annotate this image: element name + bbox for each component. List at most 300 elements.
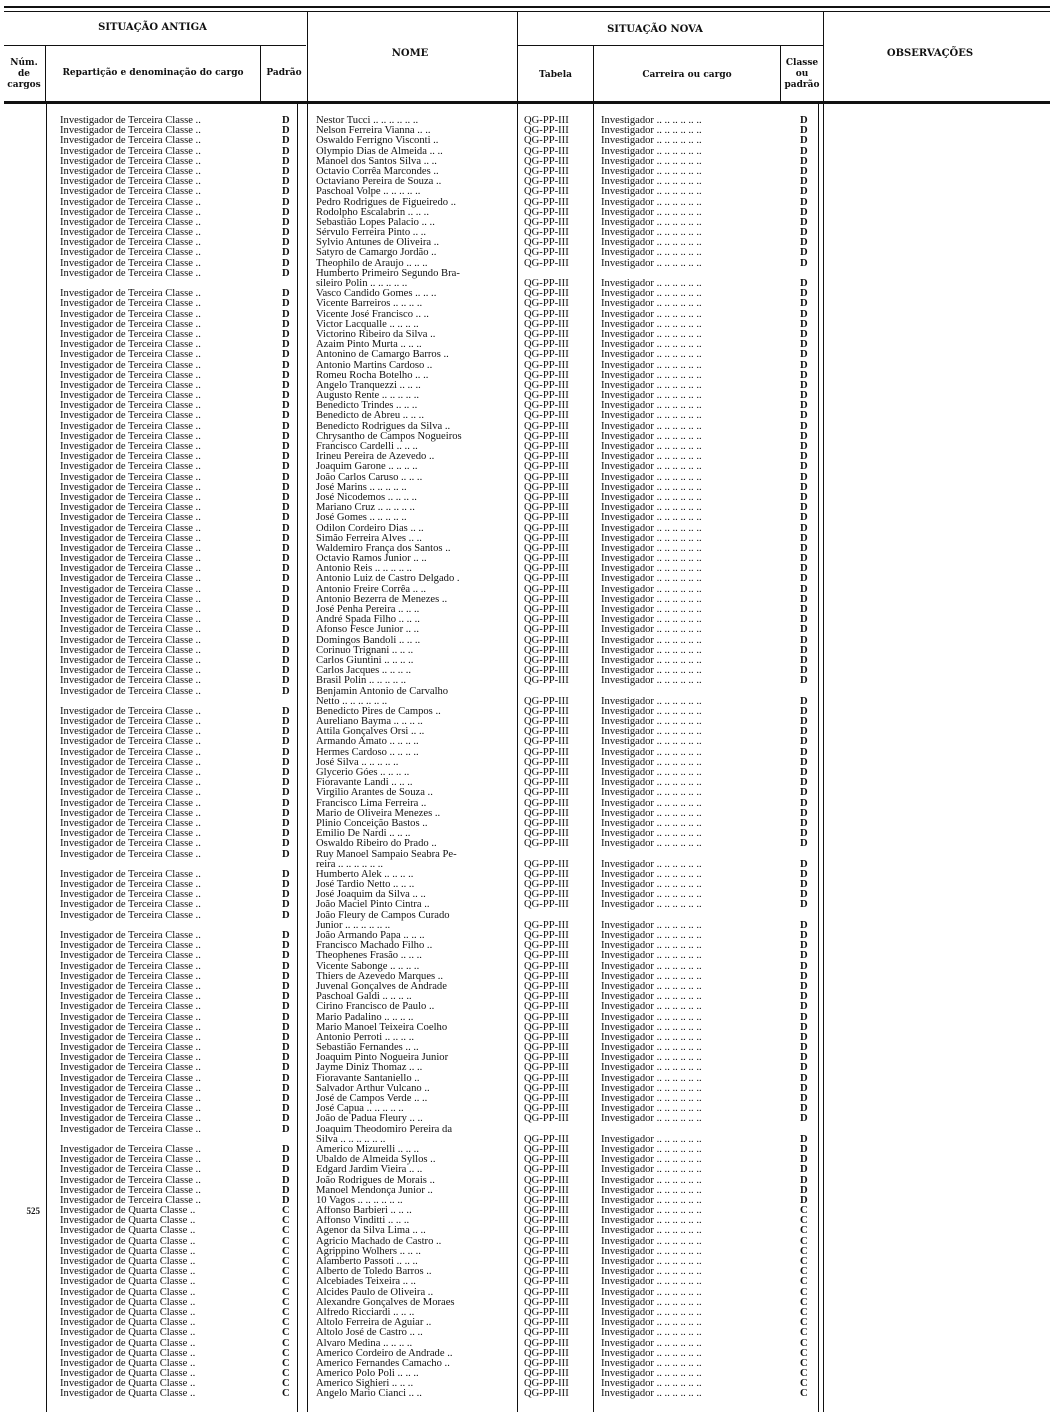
table-row [0,615,830,625]
cargo-cell: Investigador de Quarta Classe .. [60,1216,196,1227]
tabela-cell: QG-PP-III [524,350,569,361]
carreira-cell: Investigador .. .. .. .. .. .. [601,1226,702,1237]
carreira-cell: Investigador .. .. .. .. .. .. [601,554,702,565]
cargo-cell: Investigador de Terceira Classe .. [60,1012,201,1023]
table-row [0,921,830,931]
tabela-cell: QG-PP-III [524,890,569,901]
padrao-cell: D [282,533,290,544]
cargo-cell: Investigador de Terceira Classe .. [60,1022,201,1033]
classe-cell: D [800,900,808,911]
tabela-cell: QG-PP-III [524,747,569,758]
table-row [0,870,830,880]
table-row [0,900,830,910]
nome-cell: Angelo Tranquezzi .. .. .. [316,380,421,391]
cargo-cell: Investigador de Terceira Classe .. [60,116,201,126]
cargo-cell: Investigador de Terceira Classe .. [60,574,201,585]
tabela-cell: QG-PP-III [524,818,569,829]
table-row [0,1267,830,1277]
padrao-cell: C [282,1328,290,1339]
cargo-cell: Investigador de Terceira Classe .. [60,1063,201,1074]
tabela-cell: QG-PP-III [524,900,569,911]
cargo-cell: Investigador de Terceira Classe .. [60,981,201,992]
classe-cell: D [800,768,808,778]
nome-cell: Simão Ferreira Alves .. .. [316,533,422,544]
classe-cell: C [800,1277,808,1288]
cargo-cell: Investigador de Terceira Classe .. [60,931,201,941]
table-row [0,381,830,391]
carreira-cell: Investigador .. .. .. .. .. .. [601,1338,702,1349]
classe-cell: D [800,279,808,289]
table-row [0,442,830,452]
carreira-cell: Investigador .. .. .. .. .. .. [601,533,702,544]
carreira-cell: Investigador .. .. .. .. .. .. [601,1083,702,1094]
table-row [0,524,830,534]
table-row [0,564,830,574]
carreira-cell: Investigador .. .. .. .. .. .. [601,717,702,728]
nome-cell: Netto .. .. .. .. .. .. [316,696,388,707]
carreira-cell: Investigador .. .. .. .. .. .. [601,696,702,707]
carreira-cell: Investigador .. .. .. .. .. .. [601,564,702,575]
table-row [0,116,830,126]
cargo-cell: Investigador de Terceira Classe .. [60,717,201,728]
carreira-cell: Investigador .. .. .. .. .. .. [601,706,702,717]
nome-cell: Manoel dos Santos Silva .. .. [316,156,437,167]
classe-cell: D [800,1175,808,1186]
padrao-cell: C [282,1338,290,1349]
classe-cell: D [800,1165,808,1176]
cargo-cell: Investigador de Terceira Classe .. [60,401,201,412]
padrao-cell: D [282,615,290,626]
padrao-cell: D [282,1022,290,1033]
carreira-cell: Investigador .. .. .. .. .. .. [601,594,702,605]
table-row [0,982,830,992]
cargo-cell: Investigador de Terceira Classe .. [60,1185,201,1196]
tabela-cell: QG-PP-III [524,1114,569,1125]
nome-cell: Chrysantho de Campos Nogueiros [316,431,462,442]
tabela-cell: QG-PP-III [524,1287,569,1298]
carreira-cell: Investigador .. .. .. .. .. .. [601,350,702,361]
table-row [0,136,830,146]
cargo-cell: Investigador de Terceira Classe .. [60,421,201,432]
table-row [0,269,830,279]
nome-cell: Antonio Reis .. .. .. .. .. [316,564,412,575]
tabela-cell: QG-PP-III [524,778,569,789]
tabela-cell: QG-PP-III [524,1206,569,1217]
tabela-cell: QG-PP-III [524,1053,569,1064]
table-row [0,1104,830,1114]
table-row [0,1063,830,1073]
classe-cell: C [800,1338,808,1349]
padrao-cell: D [282,492,290,503]
table-row [0,310,830,320]
table-row [0,187,830,197]
carreira-cell: Investigador .. .. .. .. .. .. [601,462,702,473]
nome-cell: Corinuo Trignani .. .. .. [316,645,414,656]
cargo-cell: Investigador de Terceira Classe .. [60,1053,201,1064]
nome-cell: Joaquim Garone .. .. .. .. [316,462,418,473]
carreira-cell: Investigador .. .. .. .. .. .. [601,859,702,870]
carreira-cell: Investigador .. .. .. .. .. .. [601,1022,702,1033]
carreira-cell: Investigador .. .. .. .. .. .. [601,778,702,789]
cargo-cell: Investigador de Terceira Classe .. [60,523,201,534]
carreira-cell: Investigador .. .. .. .. .. .. [601,788,702,799]
tabela-cell: QG-PP-III [524,1297,569,1308]
classe-cell: D [800,329,808,340]
classe-cell: D [800,1185,808,1196]
table-row [0,941,830,951]
padrao-cell: D [282,768,290,778]
tabela-cell: QG-PP-III [524,533,569,544]
cargo-cell: Investigador de Terceira Classe .. [60,910,201,921]
cargo-cell: Investigador de Terceira Classe .. [60,319,201,330]
tabela-cell: QG-PP-III [524,655,569,666]
padrao-cell: D [282,329,290,340]
carreira-cell: Investigador .. .. .. .. .. .. [601,818,702,829]
tabela-cell: QG-PP-III [524,941,569,952]
padrao-cell: D [282,360,290,371]
carreira-cell: Investigador .. .. .. .. .. .. [601,971,702,982]
table-row [0,320,830,330]
nome-cell: Agricio Machado de Castro .. [316,1236,442,1247]
nome-cell: Romeu Rocha Botelho .. .. [316,370,429,381]
padrao-cell: D [282,1144,290,1155]
padrao-cell: D [282,737,290,748]
padrao-cell: D [282,747,290,758]
tabela-cell: QG-PP-III [524,1307,569,1318]
padrao-cell: D [282,503,290,514]
padrao-cell: D [282,727,290,738]
classe-cell: D [800,635,808,646]
classe-cell: D [800,513,808,524]
carreira-cell: Investigador .. .. .. .. .. .. [601,839,702,850]
cargo-cell: Investigador de Terceira Classe .. [60,564,201,575]
table-row [0,1318,830,1328]
table-row [0,585,830,595]
cargo-cell: Investigador de Terceira Classe .. [60,788,201,799]
table-row [0,228,830,238]
padrao-cell: D [282,1104,290,1115]
padrao-cell: D [282,584,290,595]
cargo-cell: Investigador de Quarta Classe .. [60,1307,196,1318]
tabela-cell: QG-PP-III [524,1175,569,1186]
nome-cell: Sebastião Fernandes .. .. [316,1043,419,1054]
padrao-cell: D [282,951,290,962]
classe-cell: D [800,462,808,473]
carreira-cell: Investigador .. .. .. .. .. .. [601,808,702,819]
tabela-cell: QG-PP-III [524,584,569,595]
cargo-cell: Investigador de Terceira Classe .. [60,156,201,167]
cargo-cell: Investigador de Terceira Classe .. [60,768,201,778]
carreira-cell: Investigador .. .. .. .. .. .. [601,798,702,809]
cargo-cell: Investigador de Quarta Classe .. [60,1246,196,1257]
nome-cell: Paschoal Volpe .. .. .. .. .. [316,187,421,198]
nome-cell: Azaim Pinto Murta .. .. .. [316,340,422,351]
carreira-cell: Investigador .. .. .. .. .. .. [601,1369,702,1380]
tabela-cell: QG-PP-III [524,492,569,503]
tabela-cell: QG-PP-III [524,187,569,198]
nome-cell: Sylvio Antunes de Oliveira .. [316,238,439,249]
table-row [0,1165,830,1175]
carreira-cell: Investigador .. .. .. .. .. .. [601,442,702,452]
classe-cell: D [800,941,808,952]
tabela-cell: QG-PP-III [524,1083,569,1094]
classe-cell: D [800,727,808,738]
carreira-cell: Investigador .. .. .. .. .. .. [601,391,702,402]
classe-cell: D [800,1002,808,1013]
tabela-cell: QG-PP-III [524,869,569,880]
table-row [0,1196,830,1206]
table-row [0,1389,830,1399]
table-row [0,238,830,248]
cargo-cell: Investigador de Terceira Classe .. [60,380,201,391]
table-row [0,218,830,228]
padrao-cell: D [282,1175,290,1186]
carreira-cell: Investigador .. .. .. .. .. .. [601,228,702,239]
nome-cell: sileiro Polin .. .. .. .. .. [316,279,408,289]
carreira-cell: Investigador .. .. .. .. .. .. [601,941,702,952]
carreira-cell: Investigador .. .. .. .. .. .. [601,238,702,249]
nome-cell: João Maciel Pinto Cintra .. [316,900,430,911]
tabela-cell: QG-PP-III [524,1246,569,1257]
top-rule-thin [4,11,1050,12]
carreira-cell: Investigador .. .. .. .. .. .. [601,1236,702,1247]
carreira-cell: Investigador .. .. .. .. .. .. [601,900,702,911]
nome-cell: Sérvulo Ferreira Pinto .. .. [316,228,427,239]
classe-cell: D [800,808,808,819]
tabela-cell: QG-PP-III [524,217,569,228]
tabela-cell: QG-PP-III [524,594,569,605]
carreira-cell: Investigador .. .. .. .. .. .. [601,1216,702,1227]
cargo-cell: Investigador de Terceira Classe .. [60,900,201,911]
nome-cell: Jayme Diniz Thomaz .. .. [316,1063,423,1074]
classe-cell: D [800,472,808,483]
nome-cell: Thiers de Azevedo Marques .. [316,971,444,982]
carreira-cell: Investigador .. .. .. .. .. .. [601,523,702,534]
tabela-cell: QG-PP-III [524,615,569,626]
carreira-cell: Investigador .. .. .. .. .. .. [601,768,702,778]
table-row [0,911,830,921]
table-row [0,1369,830,1379]
nome-cell: Alamberto Passoti .. .. .. [316,1257,418,1267]
classe-cell: D [800,1022,808,1033]
classe-cell: D [800,992,808,1003]
padrao-cell: D [282,442,290,452]
classe-cell: D [800,1155,808,1166]
cargo-cell: Investigador de Terceira Classe .. [60,258,201,269]
classe-cell: D [800,543,808,554]
padrao-cell: D [282,666,290,677]
carreira-cell: Investigador .. .. .. .. .. .. [601,309,702,320]
tabela-cell: QG-PP-III [524,676,569,687]
padrao-cell: C [282,1369,290,1380]
cargo-cell: Investigador de Terceira Classe .. [60,727,201,738]
table-row [0,126,830,136]
padrao-cell: D [282,166,290,177]
cargo-cell: Investigador de Terceira Classe .. [60,645,201,656]
padrao-cell: D [282,706,290,717]
classe-cell: D [800,890,808,901]
cargo-cell: Investigador de Terceira Classe .. [60,370,201,381]
nome-cell: Alvaro Medina .. .. .. .. [316,1338,413,1349]
carreira-cell: Investigador .. .. .. .. .. .. [601,411,702,422]
nome-cell: Salvador Arthur Vulcano .. [316,1083,430,1094]
padrao-cell: D [282,1002,290,1013]
padrao-cell: C [282,1287,290,1298]
padrao-cell: D [282,482,290,493]
tabela-cell: QG-PP-III [524,391,569,402]
classe-cell: D [800,971,808,982]
carreira-cell: Investigador .. .. .. .. .. .. [601,605,702,615]
cargo-cell: Investigador de Terceira Classe .. [60,228,201,239]
carreira-cell: Investigador .. .. .. .. .. .. [601,931,702,941]
padrao-cell: D [282,655,290,666]
tabela-cell: QG-PP-III [524,1348,569,1359]
nome-cell: Benedicto de Abreu .. .. .. [316,411,424,422]
classe-cell: C [800,1307,808,1318]
nome-cell: Juvenal Gonçalves de Andrade [316,981,447,992]
padrao-cell: D [282,798,290,809]
classe-cell: D [800,1144,808,1155]
classe-cell: D [800,401,808,412]
nome-cell: 10 Vagos .. .. .. .. .. .. [316,1195,403,1206]
cargo-cell: Investigador de Terceira Classe .. [60,798,201,809]
nome-cell: Joaquim Theodomiro Pereira da [316,1124,453,1135]
table-row [0,1023,830,1033]
carreira-cell: Investigador .. .. .. .. .. .. [601,655,702,666]
nome-cell: Francisco Cardelli .. .. .. [316,442,418,452]
header-classe-padrao: Classe ou padrão [784,58,820,90]
classe-cell: D [800,961,808,972]
padrao-cell: D [282,462,290,473]
table-row [0,1135,830,1145]
padrao-cell: D [282,686,290,697]
classe-cell: D [800,574,808,585]
classe-cell: C [800,1246,808,1257]
classe-cell: C [800,1328,808,1339]
cargo-cell: Investigador de Quarta Classe .. [60,1348,196,1359]
nome-cell: Theophenes Frasão .. .. .. [316,951,422,962]
padrao-cell: D [282,299,290,310]
tabela-cell: QG-PP-III [524,1338,569,1349]
table-row [0,1328,830,1338]
table-row [0,758,830,768]
cargo-cell: Investigador de Terceira Classe .. [60,747,201,758]
tabela-cell: QG-PP-III [524,727,569,738]
padrao-cell: C [282,1226,290,1237]
nome-cell: Attila Gonçalves Orsi .. .. [316,727,425,738]
tabela-cell: QG-PP-III [524,971,569,982]
carreira-cell: Investigador .. .. .. .. .. .. [601,869,702,880]
padrao-cell: D [282,931,290,941]
cargo-cell: Investigador de Terceira Classe .. [60,360,201,371]
padrao-cell: D [282,1053,290,1064]
nome-cell: Antonio Freire Corrêa .. .. [316,584,427,595]
carreira-cell: Investigador .. .. .. .. .. .. [601,635,702,646]
header-padrao: Padrão [266,68,302,78]
tabela-cell: QG-PP-III [524,258,569,269]
nome-cell: Armando Amato .. .. .. .. [316,737,419,748]
padrao-cell: D [282,778,290,789]
table-row [0,513,830,523]
table-row [0,1074,830,1084]
cargo-cell: Investigador de Terceira Classe .. [60,431,201,442]
nome-cell: Ubaldo de Almeida Syllos .. [316,1155,436,1166]
nome-cell: Fioravante Landi .. .. .. [316,778,413,789]
padrao-cell: D [282,564,290,575]
nome-cell: José Tardio Netto .. .. .. [316,880,415,891]
cargo-cell: Investigador de Quarta Classe .. [60,1206,196,1217]
classe-cell: D [800,248,808,259]
tabela-cell: QG-PP-III [524,706,569,717]
carreira-cell: Investigador .. .. .. .. .. .. [601,166,702,177]
carreira-cell: Investigador .. .. .. .. .. .. [601,197,702,208]
padrao-cell: D [282,248,290,259]
carreira-cell: Investigador .. .. .. .. .. .. [601,920,702,931]
cargo-cell: Investigador de Terceira Classe .. [60,961,201,972]
classe-cell: D [800,1134,808,1145]
tabela-cell: QG-PP-III [524,279,569,289]
carreira-cell: Investigador .. .. .. .. .. .. [601,1134,702,1145]
table-row [0,666,830,676]
carreira-cell: Investigador .. .. .. .. .. .. [601,1175,702,1186]
table-row [0,697,830,707]
carreira-cell: Investigador .. .. .. .. .. .. [601,880,702,891]
classe-cell: D [800,778,808,789]
classe-cell: D [800,951,808,962]
table-row [0,411,830,421]
cargo-cell: Investigador de Terceira Classe .. [60,941,201,952]
nome-cell: Alcebiades Teixeira .. .. [316,1277,416,1288]
cargo-cell: Investigador de Terceira Classe .. [60,737,201,748]
nome-cell: Humberto Alek .. .. .. .. [316,869,414,880]
table-row [0,717,830,727]
nome-cell: reira .. .. .. .. .. .. [316,859,384,870]
table-row [0,1206,830,1216]
classe-cell: D [800,187,808,198]
cargo-cell: Investigador de Terceira Classe .. [60,869,201,880]
padrao-cell: D [282,829,290,840]
carreira-cell: Investigador .. .. .. .. .. .. [601,299,702,310]
table-body [0,116,830,1400]
table-row [0,1379,830,1389]
padrao-cell: D [282,635,290,646]
table-row [0,972,830,982]
table-row [0,809,830,819]
padrao-cell: D [282,1124,290,1135]
cargo-cell: Investigador de Terceira Classe .. [60,1002,201,1013]
tabela-cell: QG-PP-III [524,523,569,534]
nome-cell: Silva .. .. .. .. .. .. [316,1134,386,1145]
classe-cell: C [800,1358,808,1369]
table-row [0,788,830,798]
tabela-cell: QG-PP-III [524,238,569,249]
nome-cell: Francisco Machado Filho .. [316,941,433,952]
classe-cell: D [800,350,808,361]
classe-cell: D [800,482,808,493]
nome-cell: Benedicto Trindes .. .. .. [316,401,418,412]
table-row [0,625,830,635]
cargo-cell: Investigador de Terceira Classe .. [60,1043,201,1054]
tabela-cell: QG-PP-III [524,1236,569,1247]
table-row [0,707,830,717]
nome-cell: Benedicto Pires de Campos .. [316,706,441,717]
nome-cell: Americo Sighieri .. .. .. [316,1379,414,1390]
cargo-cell: Investigador de Terceira Classe .. [60,890,201,901]
classe-cell: D [800,523,808,534]
table-row [0,860,830,870]
padrao-cell: D [282,961,290,972]
padrao-cell: D [282,319,290,330]
